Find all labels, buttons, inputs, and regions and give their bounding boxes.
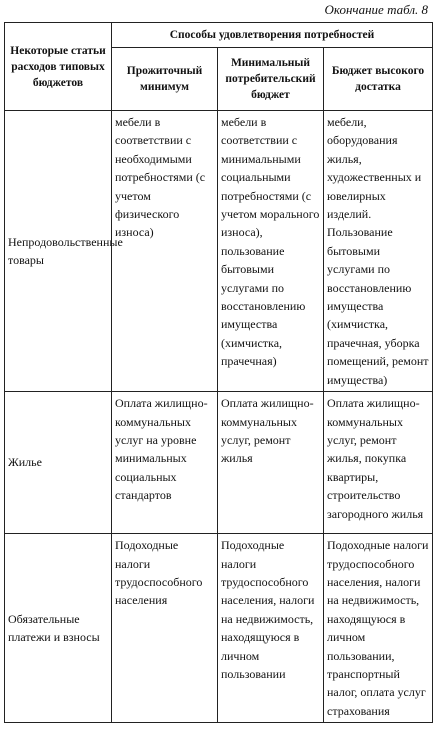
table-row bbox=[5, 111, 433, 392]
header-row-group bbox=[5, 23, 433, 48]
table-row bbox=[5, 392, 433, 534]
header-group-methods: Способы удовлетворения потребностей bbox=[112, 23, 433, 48]
cell-payments-subsistence: Подоходные налоги трудоспособного населения bbox=[112, 534, 218, 723]
cell-payments-minimum: Подоходные налоги трудоспособного населения, налоги на недвижимость, находящуюся в личном пользовании bbox=[218, 534, 324, 723]
cell-housing-high: Оплата жилищно-коммунальных услуг, ремонт жилья, покупка квартиры, строительство загородного жилья bbox=[324, 392, 433, 534]
budget-table bbox=[4, 22, 433, 723]
cell-nonfood-high: мебели, оборудования жилья, художественных и ювелирных изделий. Пользование бытовыми услугами по восстановлению имущества (химчистка, прачечная, уборка помещений, ремонт имущества) bbox=[324, 111, 433, 392]
header-expense-items: Некоторые статьи расходов типовых бюджетов bbox=[5, 23, 112, 111]
cell-housing-minimum: Оплата жилищно-коммунальных услуг, ремонт жилья bbox=[218, 392, 324, 534]
table-caption: Окончание табл. 8 bbox=[324, 2, 428, 17]
cell-nonfood-subsistence: мебели в соответствии с необходимыми потребностями (с учетом физического износа) bbox=[112, 111, 218, 392]
row-label-nonfood: Непродовольственные товары bbox=[5, 111, 112, 392]
header-high-income-budget: Бюджет высокого достатка bbox=[324, 48, 433, 111]
cell-nonfood-minimum: мебели в соответствии с минимальными социальными потребностями (с учетом морального износа), пользование бытовыми услугами по восстановлению имущества (химчистка, прачечная) bbox=[218, 111, 324, 392]
table-row bbox=[5, 534, 433, 723]
header-minimum-consumer-budget: Минимальный потребительский бюджет bbox=[218, 48, 324, 111]
row-label-housing: Жилье bbox=[5, 392, 112, 534]
row-label-payments: Обязательные платежи и взносы bbox=[5, 534, 112, 723]
cell-payments-high: Подоходные налоги трудоспособного населения, налоги на недвижимость, находящуюся в личном пользовании, транспортный налог, оплата услуг страхования bbox=[324, 534, 433, 723]
header-subsistence-minimum: Прожиточный минимум bbox=[112, 48, 218, 111]
cell-housing-subsistence: Оплата жилищно-коммунальных услуг на уровне минимальных социальных стандартов bbox=[112, 392, 218, 534]
